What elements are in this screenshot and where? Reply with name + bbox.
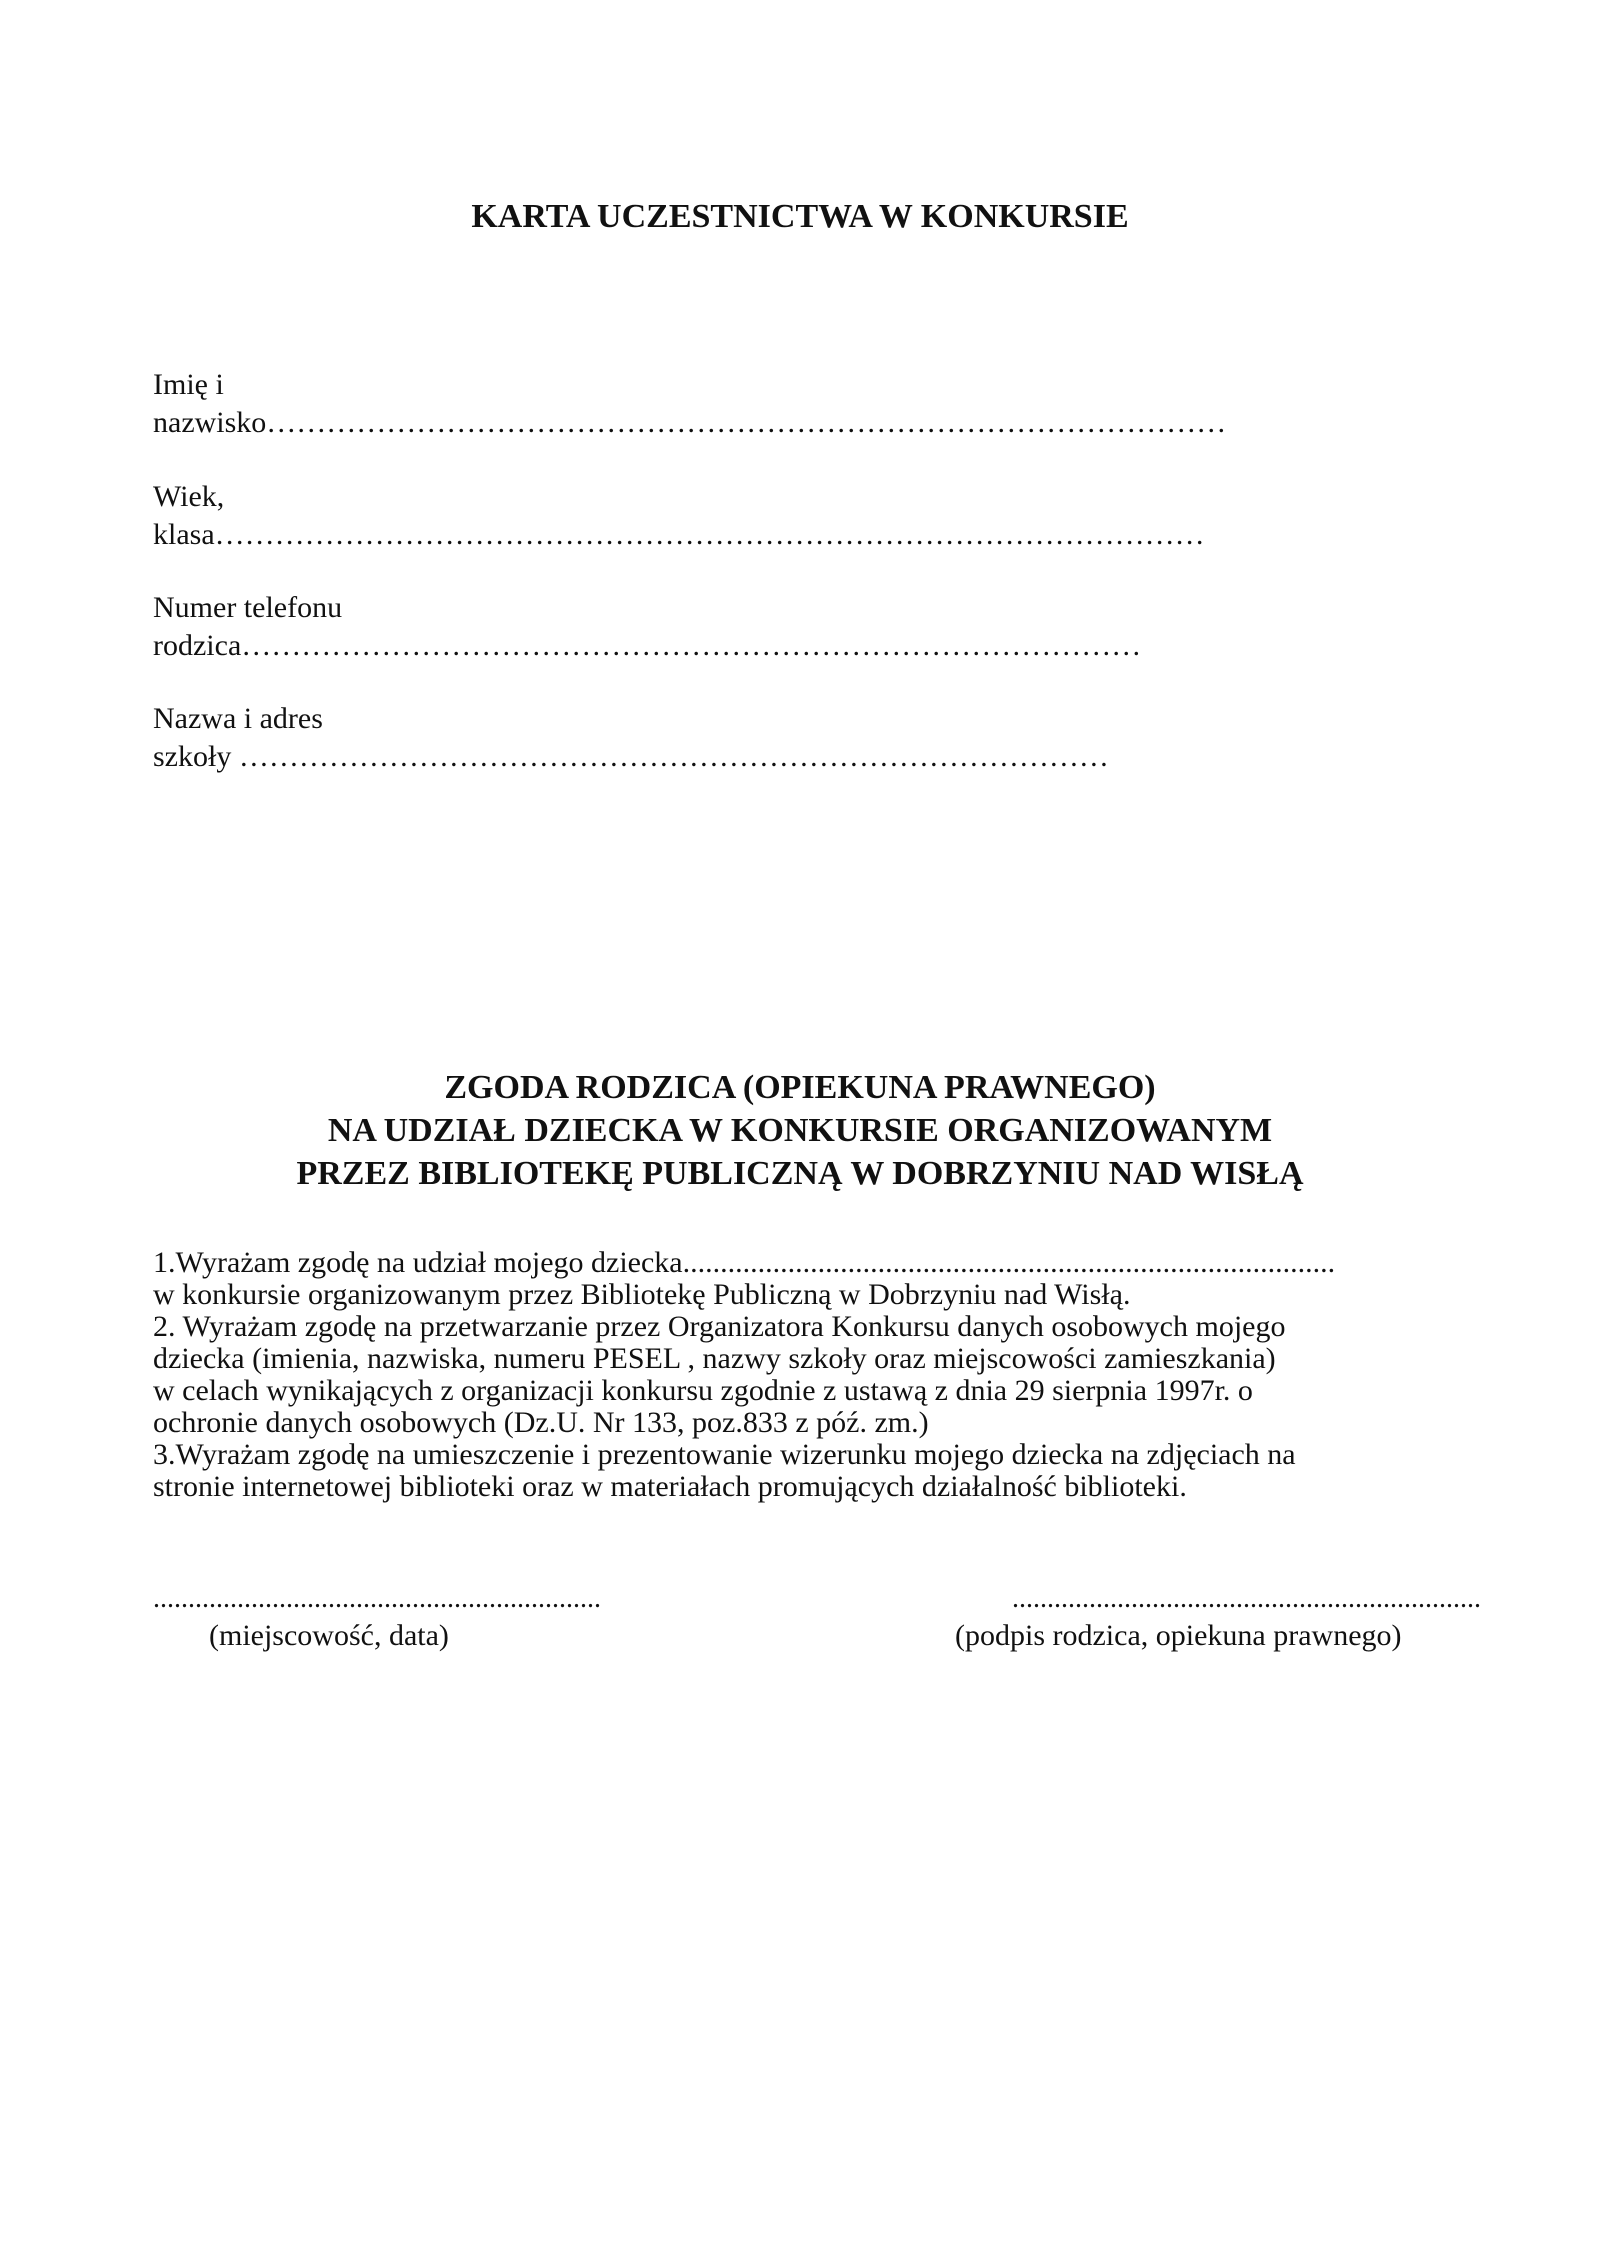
field-parent-phone — [153, 589, 1141, 665]
field-label: Wiek, — [153, 480, 225, 513]
field-label: Nazwa i adres — [153, 702, 323, 735]
parent-signature-fill-line: ................................................................... — [1012, 1583, 1481, 1614]
consent-title-line: NA UDZIAŁ DZIECKA W KONKURSIE ORGANIZOWANYM — [327, 1112, 1273, 1149]
field-label: Imię i — [153, 368, 224, 401]
consent-line: 2. Wyrażam zgodę na przetwarzanie przez Organizatora Konkursu danych osobowych mojego — [153, 1310, 1286, 1343]
field-fill-line: rodzica……………………………………………………………………………… — [153, 629, 1142, 662]
consent-title — [0, 1066, 1600, 1195]
parent-signature-caption: (podpis rodzica, opiekuna prawnego) — [955, 1619, 1402, 1652]
field-fill-line: klasa……………………………………………………………………………………… — [153, 518, 1205, 551]
consent-title-line: PRZEZ BIBLIOTEKĘ PUBLICZNĄ W DOBRZYNIU NAD WISŁĄ — [296, 1155, 1304, 1192]
field-school-name-address — [153, 700, 1109, 776]
field-label: Numer telefonu — [153, 591, 343, 624]
consent-line: 1.Wyrażam zgodę na udział mojego dziecka....................................................................................... — [153, 1246, 1336, 1279]
consent-line: ochronie danych osobowych (Dz.U. Nr 133, poz.833 z póź. zm.) — [153, 1406, 929, 1439]
field-fill-line: szkoły …………………………………………………………………………… — [153, 740, 1109, 773]
consent-line: w celach wynikających z organizacji konkursu zgodnie z ustawą z dnia 29 sierpnia 1997r. o — [153, 1374, 1253, 1407]
field-age-class — [153, 478, 1205, 554]
consent-title-line: ZGODA RODZICA (OPIEKUNA PRAWNEGO) — [444, 1069, 1156, 1106]
place-date-caption: (miejscowość, data) — [209, 1619, 449, 1652]
field-fill-line: nazwisko…………………………………………………………………………………… — [153, 406, 1227, 439]
consent-line: 3.Wyrażam zgodę na umieszczenie i prezentowanie wizerunku mojego dziecka na zdjęciach na — [153, 1438, 1296, 1471]
consent-line: dziecka (imienia, nazwiska, numeru PESEL , nazwy szkoły oraz miejscowości zamieszkania) — [153, 1342, 1276, 1375]
consent-body — [153, 1247, 1335, 1503]
consent-line: w konkursie organizowanym przez Bibliotekę Publiczną w Dobrzyniu nad Wisłą. — [153, 1278, 1131, 1311]
consent-line: stronie internetowej biblioteki oraz w materiałach promujących działalność biblioteki. — [153, 1470, 1187, 1503]
place-date-fill-line: ................................................................ — [153, 1583, 601, 1614]
card-title: KARTA UCZESTNICTWA W KONKURSIE — [471, 198, 1129, 235]
field-name-surname — [153, 366, 1226, 442]
